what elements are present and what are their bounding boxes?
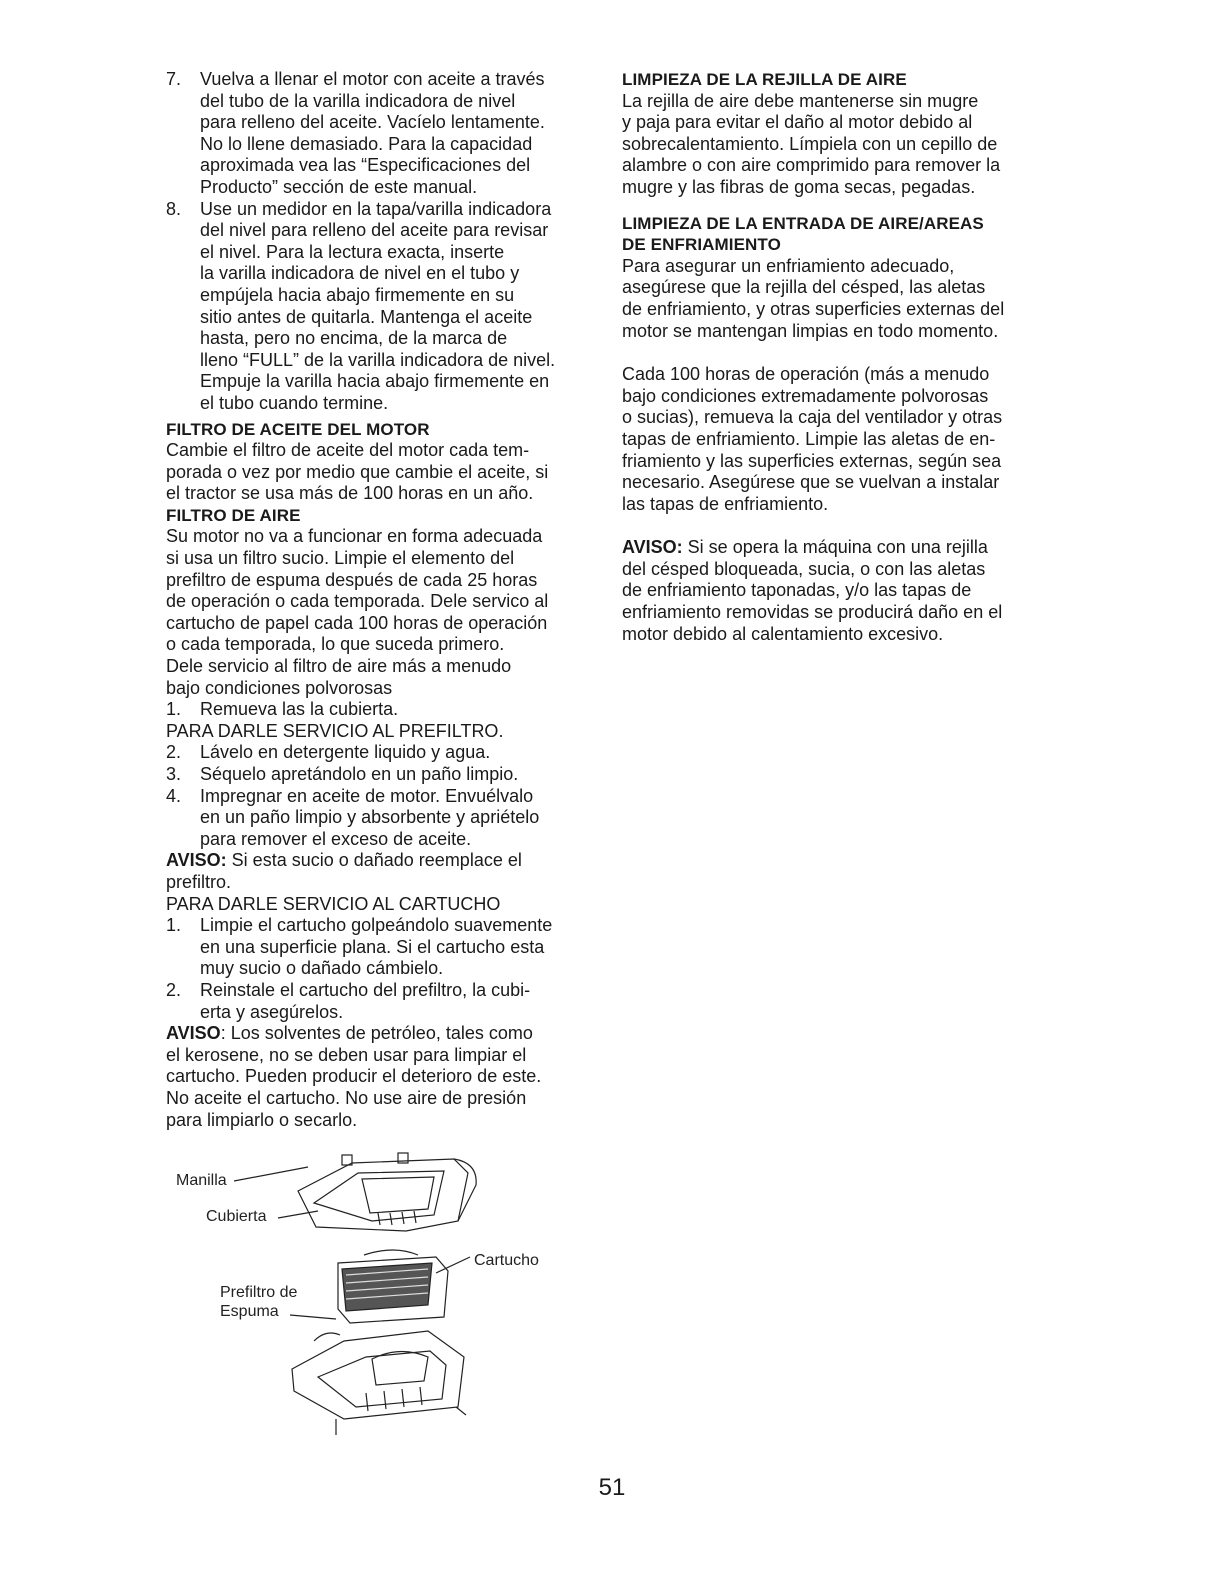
step-text: Lávelo en detergente liquido y agua. <box>200 742 491 763</box>
step-oil <box>166 786 596 851</box>
warning-prefiltro: AVISO: Si esta sucio o dañado reemplace el prefiltro. <box>166 850 522 892</box>
step-number: 1. <box>166 699 182 720</box>
step-text: Séquelo apretándolo en un paño limpio. <box>200 764 519 784</box>
paragraph-rejilla: La rejilla de aire debe mantenerse sin mugre y paja para evitar el daño al motor debido al sobrecalentamiento. Límpiela con un cepillo de alambre o con aire comprimido para remover la mugre y las fibras de goma secas, pegadas. <box>622 90 1001 197</box>
step-text: Limpie el cartucho golpeándolo suavemente en una superficie plana. Si el cartucho esta muy sucio o dañado cámbielo. <box>200 915 553 979</box>
paragraph-entrada-aire: Para asegurar un enfriamiento adecuado, asegúrese que la rejilla del césped, las aletas de enfriamiento, y otras superficies externas del motor se mantengan limpias en todo momento. <box>622 255 1005 341</box>
leader-line <box>278 1211 318 1218</box>
label-prefiltro-1: Prefiltro de <box>220 1284 298 1301</box>
subheading-cartucho: PARA DARLE SERVICIO AL CARTUCHO <box>166 893 501 914</box>
leader-line <box>290 1315 336 1319</box>
step-number: 7. <box>166 69 182 89</box>
step-number: 8. <box>166 198 182 219</box>
cartridge-part <box>338 1250 448 1323</box>
step-number: 4. <box>166 785 182 806</box>
base-part <box>292 1331 466 1435</box>
warning-cartucho: AVISO: Los solventes de petróleo, tales como el kerosene, no se deben usar para limpiar el cartucho. Pueden producir el deterioro de este. No aceite el cartucho. No use aire de presión para limpiarlo o secarlo. <box>166 1023 542 1130</box>
step-text: Vuelva a llenar el motor con aceite a través del tubo de la varilla indicadora de nivel para relleno del aceite. Vacíelo lentamente. No lo llene demasiado. Para la capacidad aproximada vea las “Especificaciones del Producto” sección de este manual. <box>200 69 545 197</box>
step-text: Remueva las la cubierta. <box>200 699 399 720</box>
step-number: 3. <box>166 764 182 784</box>
step-text: Impregnar en aceite de motor. Envuélvalo en un paño limpio y absorbente y apriételo para remover el exceso de aceite. <box>200 785 540 849</box>
heading-entrada-aire: LIMPIEZA DE LA ENTRADA DE AIRE/AREAS DE ENFRIAMIENTO <box>622 213 984 255</box>
exploded-view-drawing <box>166 1145 596 1435</box>
step-text: Use un medidor en la tapa/varilla indicadora del nivel para relleno del aceite para revisar el nivel. Para la lectura exacta, inserte la varilla indicadora de nivel en el tubo y empújela hacia abajo firmemente en su sitio antes de quitarla. Mantenga el aceite hasta, pero no encima, de la marca de lleno “FULL” de la varilla indicadora de nivel. Empuje la varilla hacia abajo firmemente en el tubo cuando termine. <box>200 198 556 413</box>
paragraph-filtro-aire: Su motor no va a funcionar en forma adecuada si usa un filtro sucio. Limpie el elemento del prefiltro de espuma después de cada 25 horas de operación o cada temporada. Dele servico al cartucho de papel cada 100 horas de operación o cada temporada, lo que suceda primero. Dele servicio al filtro de aire más a menudo bajo condiciones polvorosas <box>166 526 549 698</box>
step-wash <box>166 742 596 764</box>
step-number: 2. <box>166 979 182 1000</box>
warning-cooling: AVISO: Si se opera la máquina con una rejilla del césped bloqueada, sucia, o con las aletas de enfriamiento taponadas, y/o las tapas de enfriamiento removidas se producirá daño en el motor debido al calentamiento excesivo. <box>622 537 1003 644</box>
leader-line <box>436 1257 470 1273</box>
step-number: 2. <box>166 742 182 763</box>
step-text: Reinstale el cartucho del prefiltro, la cubi- erta y asegúrelos. <box>200 979 531 1022</box>
label-cartucho: Cartucho <box>474 1252 539 1269</box>
left-column <box>166 69 596 1131</box>
step-number: 1. <box>166 915 182 936</box>
step-7 <box>166 69 596 199</box>
page-number: 51 <box>598 1474 626 1501</box>
paragraph-filtro-aceite: Cambie el filtro de aceite del motor cada tem- porada o vez por medio que cambie el aceite, si el tractor se usa más de 100 horas en un año. <box>166 440 549 504</box>
paragraph-cada-100-horas: Cada 100 horas de operación (más a menudo bajo condiciones extremadamente polvorosas o sucias), remueva la caja del ventilador y otras tapas de enfriamiento. Limpie las aletas de en- friamiento y las superficies externas, según sea necesario. Asegúrese que se vuelvan a instalar las tapas de enfriamiento. <box>622 364 1003 514</box>
label-cubierta: Cubierta <box>206 1208 267 1225</box>
heading-rejilla: LIMPIEZA DE LA REJILLA DE AIRE <box>622 70 907 89</box>
cover-part <box>298 1153 476 1231</box>
step-clean-cartridge <box>166 915 596 980</box>
leader-line <box>234 1167 308 1181</box>
step-dry <box>166 764 596 786</box>
label-manilla: Manilla <box>176 1172 227 1189</box>
heading-filtro-aceite: FILTRO DE ACEITE DEL MOTOR <box>166 419 430 439</box>
step-8 <box>166 199 596 415</box>
air-filter-diagram <box>166 1145 596 1435</box>
label-prefiltro-2: Espuma <box>220 1303 279 1320</box>
subheading-prefiltro: PARA DARLE SERVICIO AL PREFILTRO. <box>166 720 504 741</box>
step-remove-cover <box>166 699 596 721</box>
right-column <box>622 69 1054 645</box>
heading-filtro-aire: FILTRO DE AIRE <box>166 505 301 525</box>
step-reinstall <box>166 980 596 1023</box>
